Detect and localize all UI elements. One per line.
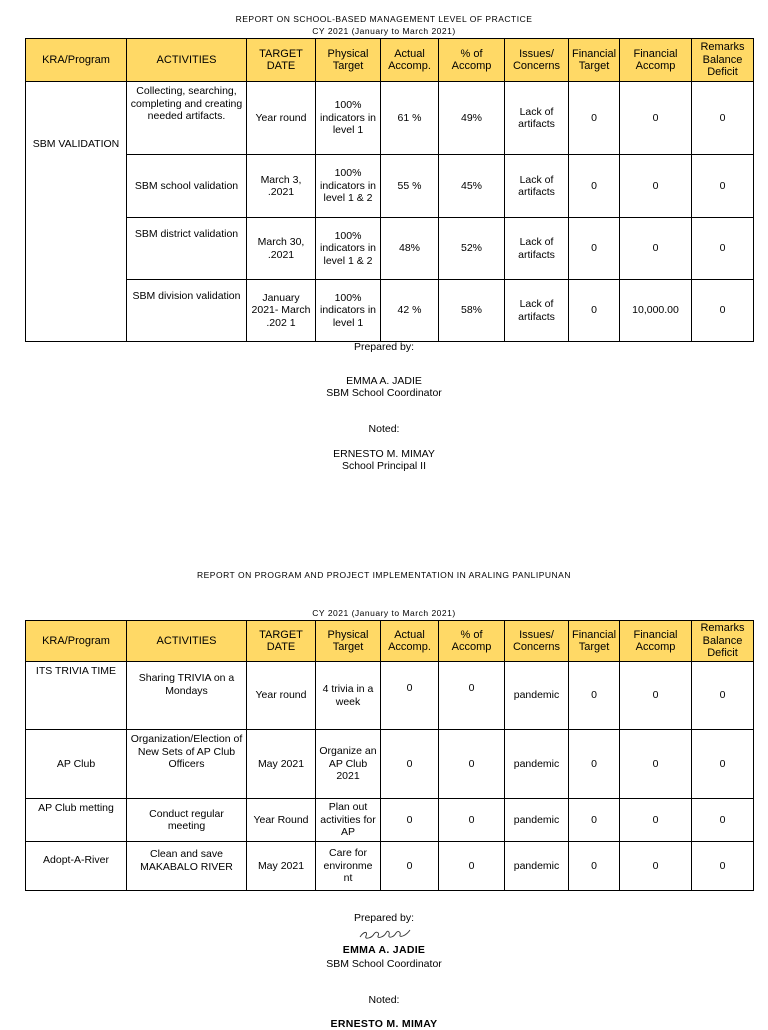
header-issues: Issues/ Concerns	[505, 39, 569, 82]
actual-cell: 0	[381, 730, 439, 799]
pct-cell: 0	[439, 842, 505, 891]
physical-cell: 4 trivia in a week	[316, 662, 381, 730]
table-row	[26, 82, 754, 155]
date-cell: March 30, .2021	[247, 218, 316, 280]
header-percent-accomp: % of Accomp	[439, 39, 505, 82]
kra-cell: AP Club metting	[26, 799, 127, 842]
report1-prepared-name: EMMA A. JADIE	[346, 375, 422, 387]
kra-cell: SBM VALIDATION	[26, 82, 127, 342]
report1-title: REPORT ON SCHOOL-BASED MANAGEMENT LEVEL OF PRACTICE	[235, 14, 533, 24]
date-cell: Year round	[247, 82, 316, 155]
issues-cell: Lack of artifacts	[505, 218, 569, 280]
remarks-cell: 0	[692, 662, 754, 730]
report2-prepared-name: EMMA A. JADIE	[342, 944, 426, 956]
issues-cell: Lack of artifacts	[505, 155, 569, 218]
physical-cell: Plan out activities for AP	[316, 799, 381, 842]
pct-cell: 0	[439, 799, 505, 842]
fin-target-cell: 0	[569, 799, 620, 842]
activity-cell: SBM division validation	[127, 280, 247, 342]
header-issues: Issues/ Concerns	[505, 621, 569, 662]
table-row	[26, 730, 754, 799]
pct-cell: 49%	[439, 82, 505, 155]
report2-noted-name: ERNESTO M. MIMAY	[330, 1018, 438, 1030]
table-row	[26, 799, 754, 842]
handwritten-signature	[354, 925, 414, 943]
header-physical-target: Physical Target	[316, 39, 381, 82]
table-header-row	[26, 621, 754, 662]
report1-period: CY 2021 (January to March 2021)	[312, 26, 456, 36]
issues-cell: Lack of artifacts	[505, 82, 569, 155]
actual-cell: 48%	[381, 218, 439, 280]
issues-cell: Lack of artifacts	[505, 280, 569, 342]
report1-prepared-label: Prepared by:	[353, 341, 415, 353]
fin-target-cell: 0	[569, 842, 620, 891]
activity-cell: Organization/Election of New Sets of AP Club Officers	[127, 730, 247, 799]
fin-target-cell: 0	[569, 82, 620, 155]
header-financial-target: Financial Target	[569, 39, 620, 82]
pct-cell: 58%	[439, 280, 505, 342]
actual-cell: 0	[381, 799, 439, 842]
table-row	[26, 218, 754, 280]
pct-cell: 52%	[439, 218, 505, 280]
date-cell: Year round	[247, 662, 316, 730]
pct-cell: 45%	[439, 155, 505, 218]
fin-accomp-cell: 0	[620, 799, 692, 842]
remarks-cell: 0	[692, 799, 754, 842]
activity-cell: Sharing TRIVIA on a Mondays	[127, 662, 247, 730]
fin-accomp-cell: 0	[620, 155, 692, 218]
table-header-row	[26, 39, 754, 82]
report1-noted-label: Noted:	[368, 423, 400, 435]
header-physical-target: Physical Target	[316, 621, 381, 662]
issues-cell: pandemic	[505, 842, 569, 891]
physical-cell: 100% indicators in level 1	[316, 280, 381, 342]
issues-cell: pandemic	[505, 730, 569, 799]
fin-target-cell: 0	[569, 155, 620, 218]
header-financial-target: Financial Target	[569, 621, 620, 662]
activity-cell: Clean and save MAKABALO RIVER	[127, 842, 247, 891]
report1-noted-name: ERNESTO M. MIMAY	[333, 448, 435, 460]
fin-target-cell: 0	[569, 280, 620, 342]
actual-cell: 55 %	[381, 155, 439, 218]
remarks-cell: 0	[692, 82, 754, 155]
report1-noted-title: School Principal II	[341, 460, 427, 472]
remarks-cell: 0	[692, 730, 754, 799]
date-cell: May 2021	[247, 730, 316, 799]
fin-target-cell: 0	[569, 662, 620, 730]
report1-prepared-title: SBM School Coordinator	[326, 387, 442, 399]
header-kra: KRA/Program	[26, 39, 127, 82]
fin-accomp-cell: 0	[620, 730, 692, 799]
header-financial-accomp: Financial Accomp	[620, 39, 692, 82]
activity-cell: Collecting, searching, completing and creating needed artifacts.	[127, 82, 247, 155]
issues-cell: pandemic	[505, 799, 569, 842]
header-actual-accomp: Actual Accomp.	[381, 39, 439, 82]
actual-cell: 0	[381, 842, 439, 891]
date-cell: March 3, .2021	[247, 155, 316, 218]
header-activities: ACTIVITIES	[127, 39, 247, 82]
activity-cell: Conduct regular meeting	[127, 799, 247, 842]
table-row	[26, 662, 754, 730]
fin-accomp-cell: 0	[620, 842, 692, 891]
date-cell: January 2021- March .202 1	[247, 280, 316, 342]
header-actual-accomp: Actual Accomp.	[381, 621, 439, 662]
kra-cell: AP Club	[26, 730, 127, 799]
report2-prepared-label: Prepared by:	[353, 912, 415, 924]
activity-cell: SBM school validation	[127, 155, 247, 218]
table-row	[26, 155, 754, 218]
remarks-cell: 0	[692, 218, 754, 280]
physical-cell: 100% indicators in level 1 & 2	[316, 155, 381, 218]
physical-cell: 100% indicators in level 1	[316, 82, 381, 155]
physical-cell: 100% indicators in level 1 & 2	[316, 218, 381, 280]
activity-cell: SBM district validation	[127, 218, 247, 280]
fin-target-cell: 0	[569, 730, 620, 799]
header-kra: KRA/Program	[26, 621, 127, 662]
table-row	[26, 842, 754, 891]
header-remarks: Remarks Balance Deficit	[692, 621, 754, 662]
fin-accomp-cell: 10,000.00	[620, 280, 692, 342]
date-cell: Year Round	[247, 799, 316, 842]
report2-noted-label: Noted:	[368, 994, 400, 1006]
header-target-date: TARGET DATE	[247, 621, 316, 662]
remarks-cell: 0	[692, 842, 754, 891]
header-target-date: TARGET DATE	[247, 39, 316, 82]
kra-cell: Adopt-A-River	[26, 842, 127, 891]
pct-cell: 0	[439, 730, 505, 799]
header-financial-accomp: Financial Accomp	[620, 621, 692, 662]
report2-prepared-title: SBM School Coordinator	[326, 958, 442, 970]
actual-cell: 0	[381, 662, 439, 730]
report1-table	[25, 38, 754, 342]
fin-target-cell: 0	[569, 218, 620, 280]
header-activities: ACTIVITIES	[127, 621, 247, 662]
physical-cell: Organize an AP Club 2021	[316, 730, 381, 799]
issues-cell: pandemic	[505, 662, 569, 730]
actual-cell: 42 %	[381, 280, 439, 342]
remarks-cell: 0	[692, 280, 754, 342]
report2-period: CY 2021 (January to March 2021)	[312, 608, 456, 618]
actual-cell: 61 %	[381, 82, 439, 155]
fin-accomp-cell: 0	[620, 662, 692, 730]
kra-cell: ITS TRIVIA TIME	[26, 662, 127, 730]
remarks-cell: 0	[692, 155, 754, 218]
fin-accomp-cell: 0	[620, 218, 692, 280]
pct-cell: 0	[439, 662, 505, 730]
report2-title: REPORT ON PROGRAM AND PROJECT IMPLEMENTATION IN ARALING PANLIPUNAN	[196, 570, 571, 580]
fin-accomp-cell: 0	[620, 82, 692, 155]
header-remarks: Remarks Balance Deficit	[692, 39, 754, 82]
header-percent-accomp: % of Accomp	[439, 621, 505, 662]
date-cell: May 2021	[247, 842, 316, 891]
table-row	[26, 280, 754, 342]
physical-cell: Care for environme nt	[316, 842, 381, 891]
report2-table	[25, 620, 754, 891]
